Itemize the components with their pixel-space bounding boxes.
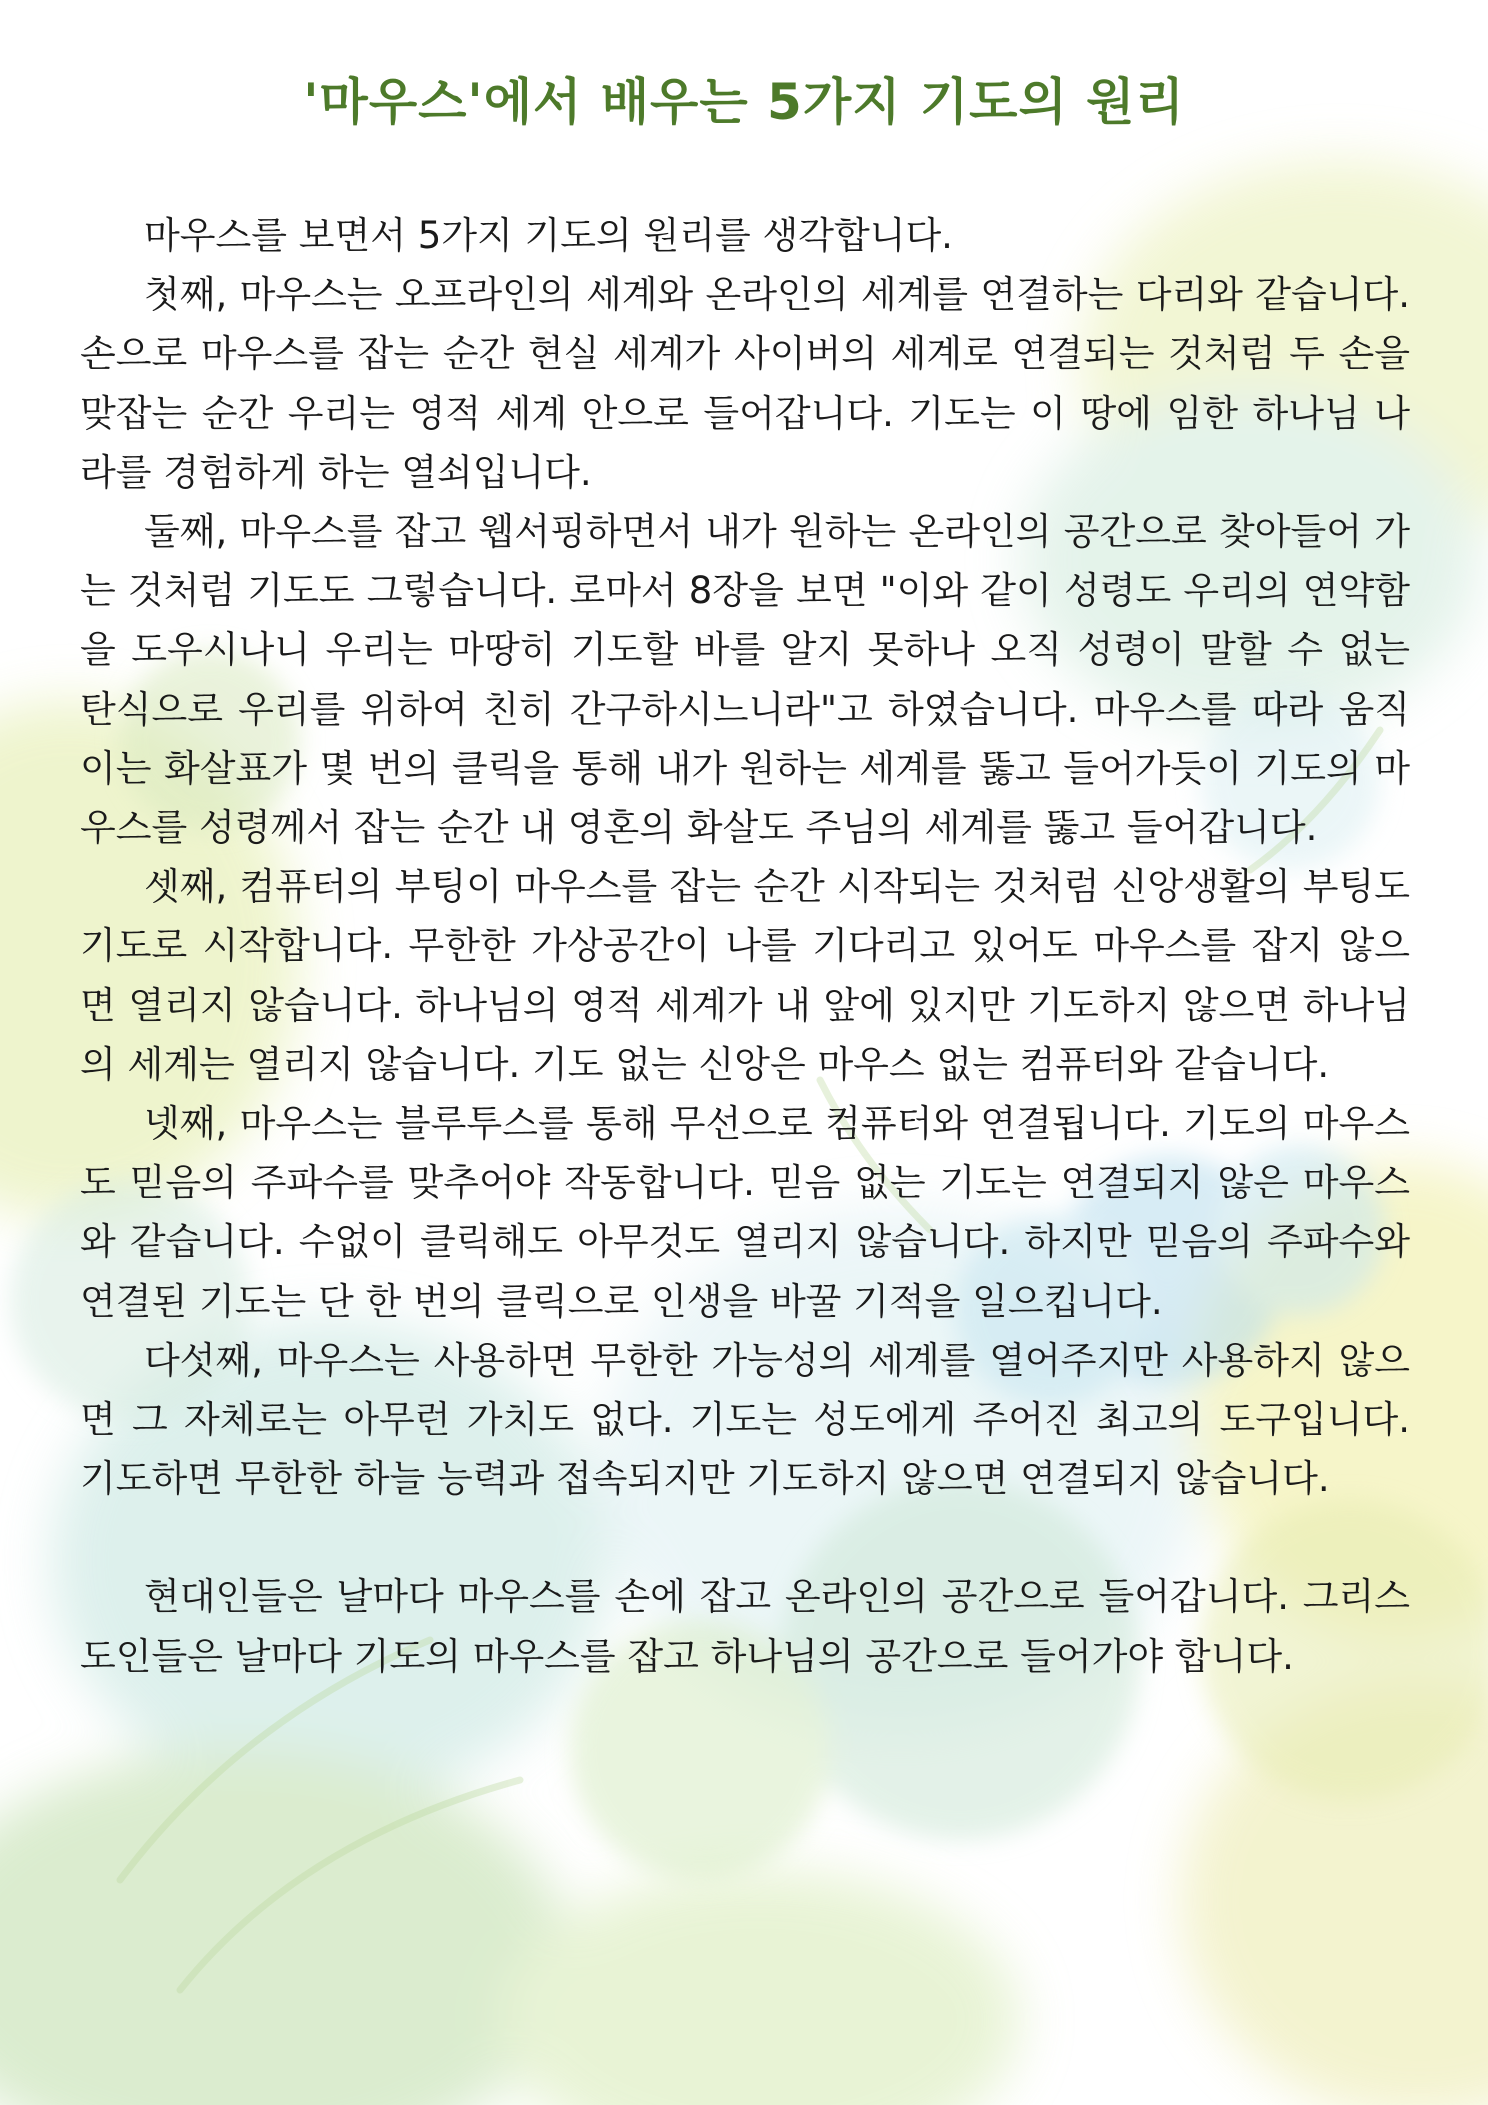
- paragraph-third: 셋째, 컴퓨터의 부팅이 마우스를 잡는 순간 시작되는 것처럼 신앙생활의 부팅도 기도로 시작합니다. 무한한 가상공간이 나를 기다리고 있어도 마우스를 잡지 않으면 열리지 않습니다. 하나님의 영적 세계가 내 앞에 있지만 기도하지 않으면 하나님의 세계는 열리지 않습니다. 기도 없는 신앙은 마우스 없는 컴퓨터와 같습니다.: [80, 865, 1410, 1086]
- paragraph-intro: 마우스를 보면서 5가지 기도의 원리를 생각합니다.: [144, 214, 953, 257]
- paragraph-first: 첫째, 마우스는 오프라인의 세계와 온라인의 세계를 연결하는 다리와 같습니다. 손으로 마우스를 잡는 순간 현실 세계가 사이버의 세계로 연결되는 것처럼 두 손을 맞잡는 순간 우리는 영적 세계 안으로 들어갑니다. 기도는 이 땅에 임한 하나님 나라를 경험하게 하는 열쇠입니다.: [80, 273, 1410, 494]
- document-title: '마우스'에서 배우는 5가지 기도의 원리: [303, 73, 1185, 131]
- paragraph-fourth: 넷째, 마우스는 블루투스를 통해 무선으로 컴퓨터와 연결됩니다. 기도의 마우스도 믿음의 주파수를 맞추어야 작동합니다. 믿음 없는 기도는 연결되지 않은 마우스와 같습니다. 수없이 클릭해도 아무것도 열리지 않습니다. 하지만 믿음의 주파수와 연결된 기도는 단 한 번의 클릭으로 인생을 바꿀 기적을 일으킵니다.: [80, 1102, 1410, 1323]
- paragraph-fifth: 다섯째, 마우스는 사용하면 무한한 가능성의 세계를 열어주지만 사용하지 않으면 그 자체로는 아무런 가치도 없다. 기도는 성도에게 주어진 최고의 도구입니다. 기도하면 무한한 하늘 능력과 접속되지만 기도하지 않으면 연결되지 않습니다.: [80, 1338, 1410, 1501]
- document-body: [80, 206, 1410, 1686]
- paragraph-conclusion: 현대인들은 날마다 마우스를 손에 잡고 온라인의 공간으로 들어갑니다. 그리스도인들은 날마다 기도의 마우스를 잡고 하나님의 공간으로 들어가야 합니다.: [80, 1575, 1410, 1678]
- paragraph-second: 둘째, 마우스를 잡고 웹서핑하면서 내가 원하는 온라인의 공간으로 찾아들어 가는 것처럼 기도도 그렇습니다. 로마서 8장을 보면 "이와 같이 성령도 우리의 연약함을 도우시나니 우리는 마땅히 기도할 바를 알지 못하나 오직 성령이 말할 수 없는 탄식으로 우리를 위하여 친히 간구하시느니라"고 하였습니다. 마우스를 따라 움직이는 화살표가 몇 번의 클릭을 통해 내가 원하는 세계를 뚫고 들어가듯이 기도의 마우스를 성령께서 잡는 순간 내 영혼의 화살도 주님의 세계를 뚫고 들어갑니다.: [80, 510, 1410, 850]
